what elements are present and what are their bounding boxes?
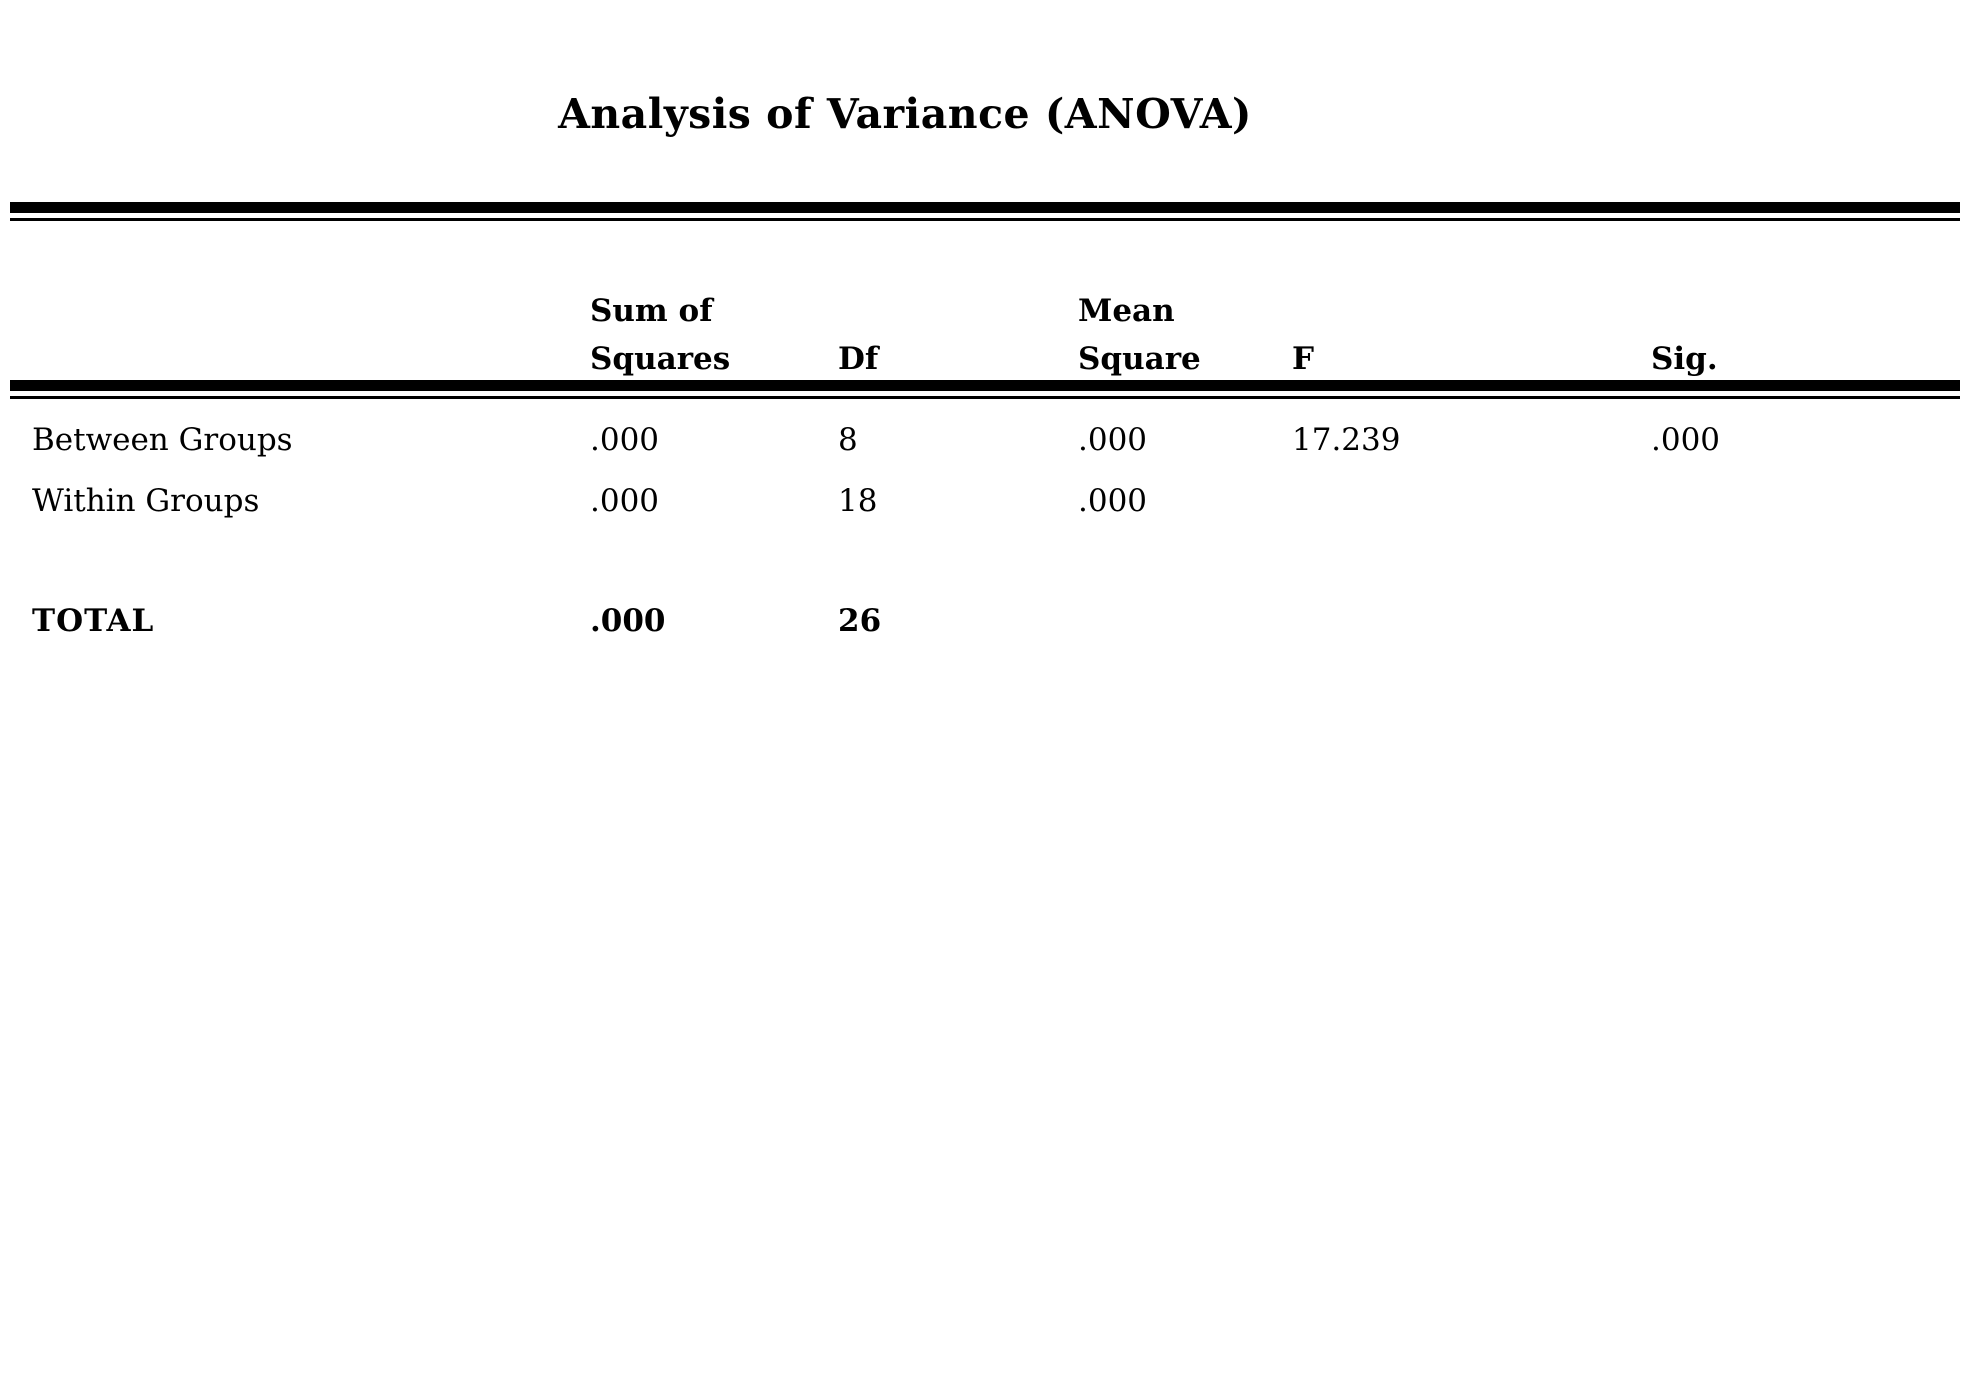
top-rule-thin: [10, 218, 1960, 221]
top-rule-thick: [10, 202, 1960, 213]
row-source: Within Groups: [32, 483, 260, 519]
header-sig: Sig.: [1651, 341, 1718, 377]
header-mean-square: [1078, 287, 1201, 383]
total-df: 26: [838, 603, 882, 639]
row-df: 8: [838, 422, 858, 458]
row-sum-of-squares: .000: [590, 483, 660, 519]
header-mean-square-line2: Square: [1078, 341, 1201, 377]
total-source: TOTAL: [32, 603, 155, 639]
row-df: 18: [838, 483, 878, 519]
header-rule-thick: [10, 380, 1960, 391]
row-f: 17.239: [1292, 422, 1401, 458]
row-mean-square: .000: [1078, 422, 1148, 458]
header-mean-square-line1: Mean: [1078, 293, 1175, 329]
header-sum-of-squares: [590, 287, 730, 383]
header-sum-of-squares-line1: Sum of: [590, 293, 713, 329]
header-sum-of-squares-line2: Squares: [590, 341, 731, 377]
row-source: Between Groups: [32, 422, 293, 458]
header-df: Df: [838, 341, 879, 377]
row-mean-square: .000: [1078, 483, 1148, 519]
page-title: Analysis of Variance (ANOVA): [558, 90, 1252, 138]
header-rule-thin: [10, 396, 1960, 399]
total-sum-of-squares: .000: [590, 603, 666, 639]
header-f: F: [1292, 341, 1315, 377]
row-sig: .000: [1651, 422, 1721, 458]
row-sum-of-squares: .000: [590, 422, 660, 458]
